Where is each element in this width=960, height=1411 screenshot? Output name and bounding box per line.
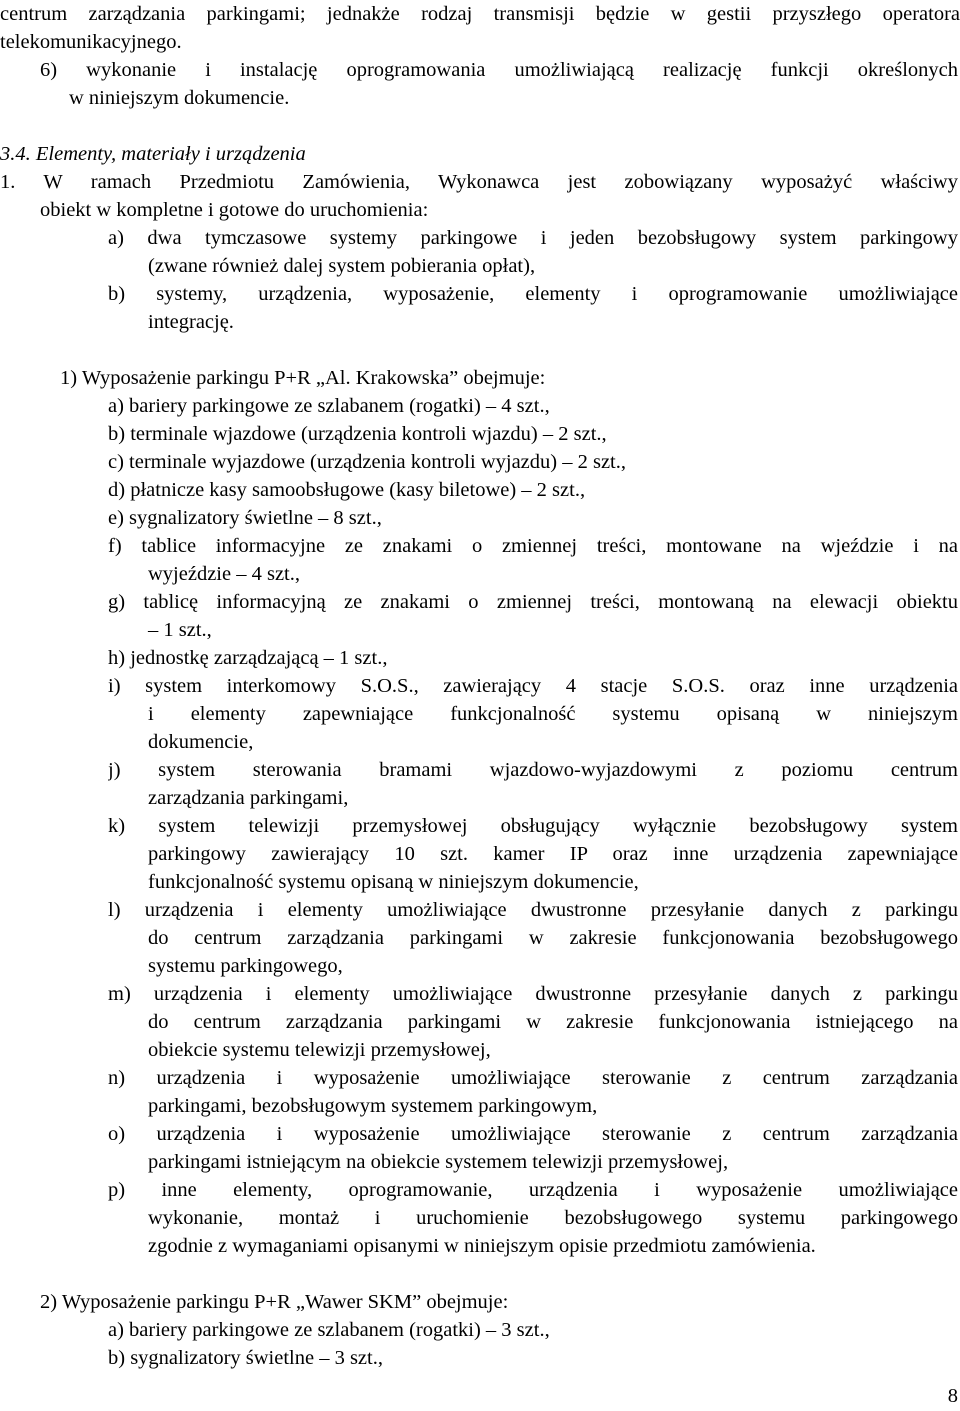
list-item-cont: dokumencie,: [148, 731, 254, 753]
point-1-item-b-cont: integrację.: [148, 311, 234, 333]
list-2-heading: 2) Wyposażenie parkingu P+R „Wawer SKM” obejmuje:: [40, 1291, 509, 1313]
body-line: centrum zarządzania parkingami; jednakże rodzaj transmisji będzie w gestii przyszłego operatora: [0, 3, 960, 25]
point-1-item-a-cont: (zwane również dalej system pobierania opłat),: [148, 255, 536, 277]
list-item: i) system interkomowy S.O.S., zawierający 4 stacje S.O.S. oraz inne urządzenia: [108, 675, 958, 697]
list-item: p) inne elementy, oprogramowanie, urządzenia i wyposażenie umożliwiające: [108, 1179, 958, 1201]
list-item: a) bariery parkingowe ze szlabanem (rogatki) – 4 szt.,: [108, 395, 550, 417]
list-item-6-cont: w niniejszym dokumencie.: [69, 87, 290, 109]
list-item: k) system telewizji przemysłowej obsługujący wyłącznie bezobsługowy system: [108, 815, 958, 837]
list-item-cont: funkcjonalność systemu opisaną w niniejszym dokumencie,: [148, 871, 639, 893]
list-item: n) urządzenia i wyposażenie umożliwiające sterowanie z centrum zarządzania: [108, 1067, 958, 1089]
section-heading: 3.4. Elementy, materiały i urządzenia: [0, 143, 306, 165]
list-item-cont: wykonanie, montaż i uruchomienie bezobsługowego systemu parkingowego: [148, 1207, 958, 1229]
list-item: f) tablice informacyjne ze znakami o zmiennej treści, montowane na wjeździe i na: [108, 535, 958, 557]
point-1: 1. W ramach Przedmiotu Zamówienia, Wykonawca jest zobowiązany wyposażyć właściwy: [0, 171, 958, 193]
list-item: g) tablicę informacyjną ze znakami o zmiennej treści, montowaną na elewacji obiektu: [108, 591, 958, 613]
point-1-cont: obiekt w kompletne i gotowe do uruchomienia:: [40, 199, 429, 221]
list-item-cont: do centrum zarządzania parkingami w zakresie funkcjonowania bezobsługowego: [148, 927, 958, 949]
list-item-cont: systemu parkingowego,: [148, 955, 343, 977]
list-item: j) system sterowania bramami wjazdowo-wyjazdowymi z poziomu centrum: [108, 759, 958, 781]
point-1-item-b: b) systemy, urządzenia, wyposażenie, elementy i oprogramowanie umożliwiające: [108, 283, 958, 305]
list-item: d) płatnicze kasy samoobsługowe (kasy biletowe) – 2 szt.,: [108, 479, 586, 501]
page-number: 8: [947, 1385, 958, 1407]
list-item-cont: zgodnie z wymaganiami opisanymi w niniejszym opisie przedmiotu zamówienia.: [148, 1235, 816, 1257]
list-item-cont: parkingowy zawierający 10 szt. kamer IP oraz inne urządzenia zapewniające: [148, 843, 958, 865]
list-item-cont: wyjeździe – 4 szt.,: [148, 563, 300, 585]
list-item-cont: obiekcie systemu telewizji przemysłowej,: [148, 1039, 491, 1061]
list-item: h) jednostkę zarządzającą – 1 szt.,: [108, 647, 388, 669]
list-item: o) urządzenia i wyposażenie umożliwiające sterowanie z centrum zarządzania: [108, 1123, 958, 1145]
list-item: b) terminale wjazdowe (urządzenia kontroli wjazdu) – 2 szt.,: [108, 423, 607, 445]
list-item: e) sygnalizatory świetlne – 8 szt.,: [108, 507, 382, 529]
list-item-cont: – 1 szt.,: [148, 619, 212, 641]
list-item: a) bariery parkingowe ze szlabanem (rogatki) – 3 szt.,: [108, 1319, 550, 1341]
list-item: l) urządzenia i elementy umożliwiające dwustronne przesyłanie danych z parkingu: [108, 899, 958, 921]
list-item-cont: parkingami, bezobsługowym systemem parkingowym,: [148, 1095, 598, 1117]
list-1-heading: 1) Wyposażenie parkingu P+R „Al. Krakowska” obejmuje:: [60, 367, 546, 389]
list-item-cont: parkingami istniejącym na obiekcie systemem telewizji przemysłowej,: [148, 1151, 729, 1173]
list-item-cont: zarządzania parkingami,: [148, 787, 349, 809]
list-item-cont: i elementy zapewniające funkcjonalność systemu opisaną w niniejszym: [148, 703, 958, 725]
list-item: b) sygnalizatory świetlne – 3 szt.,: [108, 1347, 383, 1369]
body-line: telekomunikacyjnego.: [0, 31, 182, 53]
list-item-cont: do centrum zarządzania parkingami w zakresie funkcjonowania istniejącego na: [148, 1011, 958, 1033]
list-item: c) terminale wyjazdowe (urządzenia kontroli wyjazdu) – 2 szt.,: [108, 451, 626, 473]
point-1-item-a: a) dwa tymczasowe systemy parkingowe i jeden bezobsługowy system parkingowy: [108, 227, 958, 249]
list-item-6: 6) wykonanie i instalację oprogramowania umożliwiającą realizację funkcji określonych: [40, 59, 958, 81]
list-item: m) urządzenia i elementy umożliwiające dwustronne przesyłanie danych z parkingu: [108, 983, 958, 1005]
